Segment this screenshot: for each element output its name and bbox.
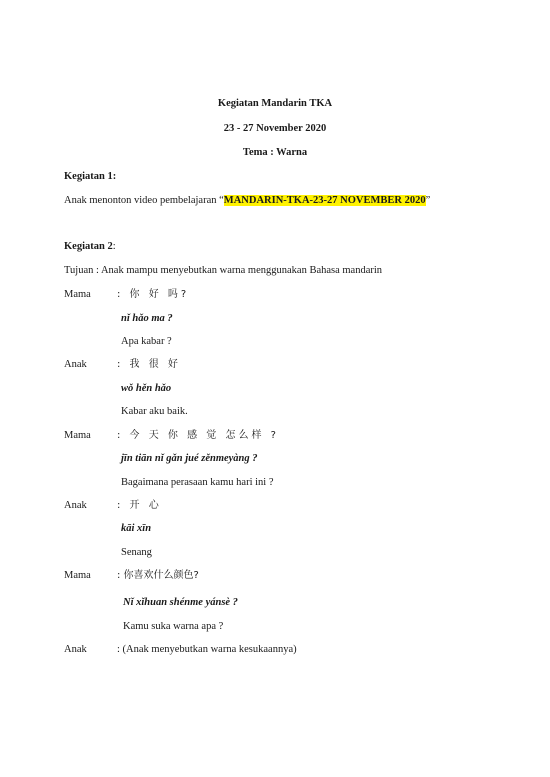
dialogue-translation: Kamu suka warna apa ?	[123, 621, 224, 632]
dialogue-instruction: : (Anak menyebutkan warna kesukaannya)	[117, 644, 297, 655]
kegiatan-1-video-title: MANDARIN-TKA-23-27 NOVEMBER 2020	[223, 195, 426, 206]
kegiatan-1-text-before: Anak menonton video pembelajaran “	[64, 195, 224, 206]
dialogue-speaker: Mama	[64, 570, 91, 581]
dialogue-speaker: Anak	[64, 644, 87, 655]
dialogue-speaker: Mama	[64, 430, 91, 441]
kegiatan-1-text-after: ”	[425, 195, 431, 206]
kegiatan-1-heading: Kegiatan 1:	[64, 171, 117, 182]
kegiatan-2-tujuan: Tujuan : Anak mampu menyebutkan warna menggunakan Bahasa mandarin	[64, 265, 383, 276]
dialogue-pinyin: wǒ hěn hǎo	[121, 383, 172, 394]
dialogue-hanzi: : 开 心	[117, 500, 162, 511]
dialogue-translation: Bagaimana perasaan kamu hari ini ?	[121, 477, 274, 488]
dialogue-pinyin: jīn tiān nǐ gǎn jué zěnmeyàng ?	[121, 453, 258, 464]
dialogue-pinyin: Nǐ xǐhuan shénme yánsè ?	[123, 597, 238, 608]
document-date: 23 - 27 November 2020	[223, 123, 327, 134]
kegiatan-2-heading	[64, 240, 116, 254]
kegiatan-2-heading-label: Kegiatan 2	[64, 241, 113, 252]
dialogue-pinyin: nǐ hǎo ma ?	[121, 313, 173, 324]
document-theme: Tema : Warna	[242, 147, 308, 158]
dialogue-hanzi: : 今 天 你 感 觉 怎么样 ?	[117, 430, 279, 441]
kegiatan-1-text	[64, 194, 430, 208]
dialogue-hanzi: : 你 好 吗?	[117, 289, 190, 300]
kegiatan-2-heading-colon: :	[112, 241, 116, 252]
document-title: Kegiatan Mandarin TKA	[217, 98, 333, 109]
dialogue-translation: Kabar aku baik.	[121, 406, 188, 417]
dialogue-pinyin: kāi xīn	[121, 523, 152, 534]
dialogue-hanzi: : 你喜欢什么颜色?	[117, 570, 199, 581]
dialogue-speaker: Mama	[64, 289, 91, 300]
dialogue-translation: Apa kabar ?	[121, 336, 172, 347]
dialogue-hanzi: : 我 很 好	[117, 359, 181, 370]
dialogue-translation: Senang	[121, 547, 152, 558]
dialogue-speaker: Anak	[64, 500, 87, 511]
dialogue-speaker: Anak	[64, 359, 87, 370]
